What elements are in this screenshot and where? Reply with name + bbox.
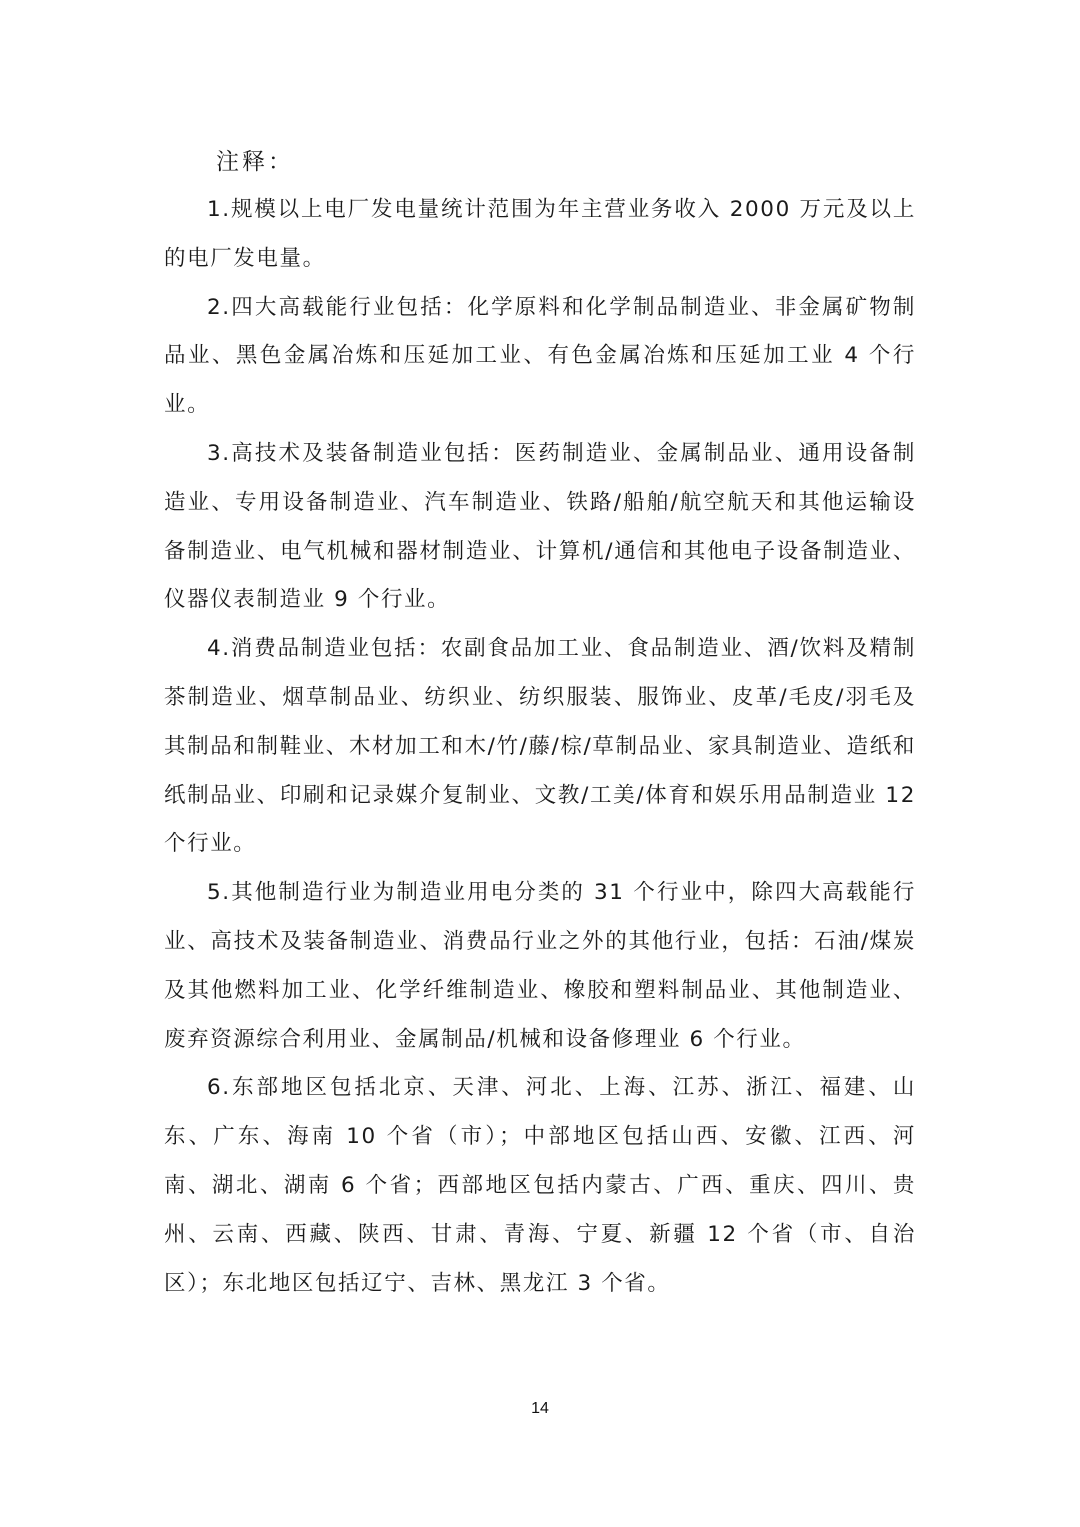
note-5: 5.其他制造行业为制造业用电分类的 31 个行业中，除四大高载能行业、高技术及装备制造业、消费品行业之外的其他行业，包括：石油/煤炭及其他燃料加工业、化学纤维制造业、橡胶和塑料制品业、其他制造业、废弃资源综合利用业、金属制品/机械和设备修理业 6 个行业。 [164, 880, 916, 1052]
note-3: 3.高技术及装备制造业包括：医药制造业、金属制品业、通用设备制造业、专用设备制造业、汽车制造业、铁路/船舶/航空航天和其他运输设备制造业、电气机械和器材制造业、计算机/通信和其他电子设备制造业、仪器仪表制造业 9 个行业。 [164, 440, 916, 613]
note-1: 1.规模以上电厂发电量统计范围为年主营业务收入 2000 万元及以上的电厂发电量。 [164, 197, 916, 271]
note-4: 4.消费品制造业包括：农副食品加工业、食品制造业、酒/饮料及精制茶制造业、烟草制品业、纺织业、纺织服装、服饰业、皮革/毛皮/羽毛及其制品和制鞋业、木材加工和木/竹/藤/棕/草制品业、家具制造业、造纸和纸制品业、印刷和记录媒介复制业、文教/工美/体育和娱乐用品制造业 12 个行业。 [164, 636, 916, 857]
note-6: 6.东部地区包括北京、天津、河北、上海、江苏、浙江、福建、山东、广东、海南 10 个省（市）；中部地区包括山西、安徽、江西、河南、湖北、湖南 6 个省；西部地区包括内蒙古、广西、重庆、四川、贵州、云南、西藏、陕西、甘肃、青海、宁夏、新疆 12 个省（市、自治区）；东北地区包括辽宁、吉林、黑龙江 3 个省。 [164, 1075, 916, 1296]
notes-section [164, 138, 916, 1308]
note-2: 2.四大高载能行业包括：化学原料和化学制品制造业、非金属矿物制品业、黑色金属冶炼和压延加工业、有色金属冶炼和压延加工业 4 个行业。 [164, 294, 916, 418]
page-number: 14 [531, 1400, 549, 1417]
notes-heading: 注释： [216, 149, 294, 175]
